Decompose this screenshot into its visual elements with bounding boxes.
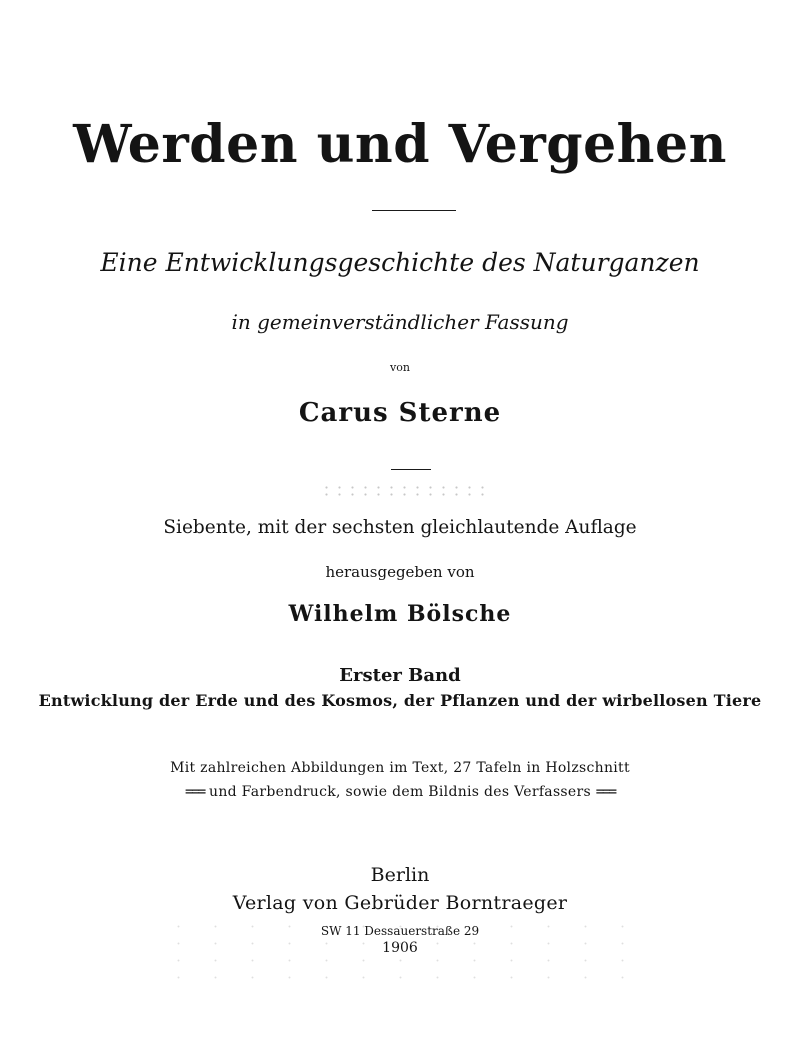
author-name: Carus Sterne: [298, 398, 502, 428]
title-divider: [372, 210, 456, 211]
publisher-name: Verlag von Gebrüder Borntraeger: [232, 892, 568, 914]
book-subtitle: Eine Entwicklungsgeschichte des Naturganzen: [100, 248, 700, 277]
illustrations-note-line2-text: und Farbendruck, sowie dem Bildnis des Verfassers: [209, 784, 591, 800]
volume-contents: Entwicklung der Erde und des Kosmos, der Pflanzen und der wirbellosen Tiere: [38, 691, 762, 710]
publisher-address: SW 11 Dessauerstraße 29: [320, 924, 480, 938]
book-title: Werden und Vergehen: [73, 114, 727, 175]
illustrations-note-line2: [0, 784, 800, 800]
edition-statement: Siebente, mit der sechsten gleichlautende Auflage: [163, 517, 637, 538]
left-ornamental-dash: ===: [184, 784, 205, 800]
print-specks: [320, 484, 490, 496]
editor-name: Wilhelm Bölsche: [288, 601, 512, 627]
edited-by-label: herausgegeben von: [325, 563, 475, 581]
book-subtitle-continued: in gemeinverständlicher Fassung: [231, 310, 569, 334]
right-ornamental-dash: ===: [595, 784, 616, 800]
volume-label: Erster Band: [339, 665, 461, 686]
publication-year: 1906: [382, 940, 418, 956]
by-label: von: [390, 361, 410, 374]
illustrations-note-line1: Mit zahlreichen Abbildungen im Text, 27 Tafeln in Holzschnitt: [170, 760, 630, 776]
author-divider: [391, 469, 431, 470]
publication-city: Berlin: [370, 864, 430, 886]
